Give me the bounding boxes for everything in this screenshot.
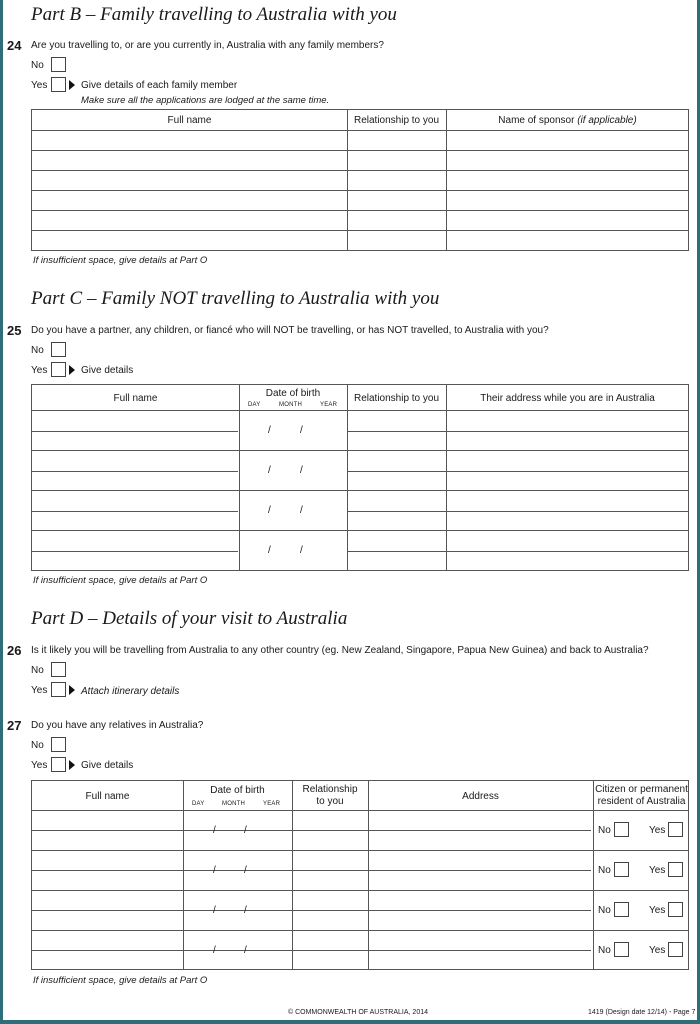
col-sponsor: Name of sponsor (if applicable) [498, 115, 637, 126]
date-separator: / [268, 425, 271, 436]
date-separator: / [300, 425, 303, 436]
family-not-travelling-table [31, 384, 689, 571]
part-b-title: Part B – Family travelling to Australia with you [31, 4, 397, 25]
question-27-text: Do you have any relatives in Australia? [31, 720, 204, 731]
citizen-yes-label: Yes [649, 865, 666, 876]
citizen-no-label: No [598, 945, 611, 956]
col-full-name: Full name [167, 115, 212, 126]
part-d-title: Part D – Details of your visit to Australia [31, 608, 348, 629]
dob-year-label: YEAR [263, 801, 281, 807]
q25-yes-instruction: Give details [81, 365, 134, 376]
date-separator: / [268, 505, 271, 516]
part-d-footnote: If insufficient space, give details at Part O [33, 975, 208, 986]
family-travelling-table [31, 109, 689, 251]
date-separator: / [300, 465, 303, 476]
citizen-yes-checkbox[interactable] [668, 822, 683, 837]
citizen-yes-label: Yes [649, 905, 666, 916]
question-26-number: 26 [7, 643, 22, 658]
q27-no-label: No [31, 740, 44, 751]
citizen-no-label: No [598, 825, 611, 836]
relatives-table [31, 780, 689, 970]
date-separator: / [213, 865, 216, 876]
citizen-no-checkbox[interactable] [614, 862, 629, 877]
date-separator: / [244, 825, 247, 836]
q25-no-checkbox[interactable] [51, 342, 66, 357]
q24-no-label: No [31, 60, 44, 71]
arrow-icon [69, 685, 75, 695]
q27-yes-label: Yes [31, 760, 48, 771]
form-id: 1419 (Design date 12/14) - Page 7 [588, 1009, 696, 1016]
dob-day-label: DAY [192, 801, 205, 807]
question-26-text: Is it likely you will be travelling from Australia to any other country (eg. New Zealand, Singapore, Papua New Guinea) and back to Australia? [31, 645, 649, 656]
col-address: Address [462, 791, 499, 802]
col-date-of-birth: Date of birth [210, 785, 265, 796]
q25-yes-checkbox[interactable] [51, 362, 66, 377]
q26-yes-label: Yes [31, 685, 48, 696]
question-25-number: 25 [7, 323, 22, 338]
citizen-no-label: No [598, 865, 611, 876]
part-c-title: Part C – Family NOT travelling to Australia with you [31, 288, 440, 309]
citizen-yes-checkbox[interactable] [668, 862, 683, 877]
arrow-icon [69, 365, 75, 375]
arrow-icon [69, 80, 75, 90]
date-separator: / [244, 905, 247, 916]
col-citizen: Citizen or permanent [595, 784, 688, 795]
date-separator: / [300, 505, 303, 516]
q26-yes-instruction: Attach itinerary details [81, 686, 180, 697]
date-separator: / [244, 865, 247, 876]
q24-yes-label: Yes [31, 80, 48, 91]
col-address: Their address while you are in Australia [480, 393, 655, 404]
dob-day-label: DAY [248, 402, 261, 408]
q27-yes-checkbox[interactable] [51, 757, 66, 772]
q27-no-checkbox[interactable] [51, 737, 66, 752]
form-page [3, 0, 697, 1020]
col-date-of-birth: Date of birth [265, 388, 321, 399]
col-relationship-line2: to you [316, 796, 344, 807]
date-separator: / [213, 945, 216, 956]
q24-yes-checkbox[interactable] [51, 77, 66, 92]
col-full-name: Full name [113, 393, 158, 404]
q27-yes-instruction: Give details [81, 760, 134, 771]
dob-year-label: YEAR [320, 402, 338, 408]
part-b-footnote: If insufficient space, give details at Part O [33, 255, 208, 266]
q26-yes-checkbox[interactable] [51, 682, 66, 697]
copyright: © COMMONWEALTH OF AUSTRALIA, 2014 [288, 1009, 428, 1016]
date-separator: / [213, 905, 216, 916]
col-relationship: Relationship to you [353, 393, 440, 404]
question-25-text: Do you have a partner, any children, or fiancé who will NOT be travelling, or has NOT travelled, to Australia with you? [31, 325, 549, 336]
col-citizen-line2: resident of Australia [597, 796, 686, 807]
q26-no-label: No [31, 665, 44, 676]
dob-month-label: MONTH [222, 801, 245, 807]
q25-no-label: No [31, 345, 44, 356]
question-24-number: 24 [7, 38, 22, 53]
col-relationship: Relationship [302, 784, 358, 795]
q24-note: Make sure all the applications are lodged at the same time. [81, 95, 330, 106]
part-c-footnote: If insufficient space, give details at Part O [33, 575, 208, 586]
citizen-no-checkbox[interactable] [614, 822, 629, 837]
q24-no-checkbox[interactable] [51, 57, 66, 72]
dob-month-label: MONTH [279, 402, 302, 408]
citizen-no-checkbox[interactable] [614, 942, 629, 957]
question-27-number: 27 [7, 718, 22, 733]
date-separator: / [268, 465, 271, 476]
citizen-yes-checkbox[interactable] [668, 902, 683, 917]
q24-yes-instruction: Give details of each family member [81, 80, 238, 91]
date-separator: / [268, 545, 271, 556]
citizen-no-checkbox[interactable] [614, 902, 629, 917]
q26-no-checkbox[interactable] [51, 662, 66, 677]
col-full-name: Full name [85, 791, 130, 802]
date-separator: / [213, 825, 216, 836]
citizen-yes-checkbox[interactable] [668, 942, 683, 957]
citizen-no-label: No [598, 905, 611, 916]
date-separator: / [244, 945, 247, 956]
question-24-text: Are you travelling to, or are you currently in, Australia with any family members? [31, 40, 384, 51]
date-separator: / [300, 545, 303, 556]
q25-yes-label: Yes [31, 365, 48, 376]
arrow-icon [69, 760, 75, 770]
citizen-yes-label: Yes [649, 945, 666, 956]
citizen-yes-label: Yes [649, 825, 666, 836]
col-relationship: Relationship to you [353, 115, 440, 126]
